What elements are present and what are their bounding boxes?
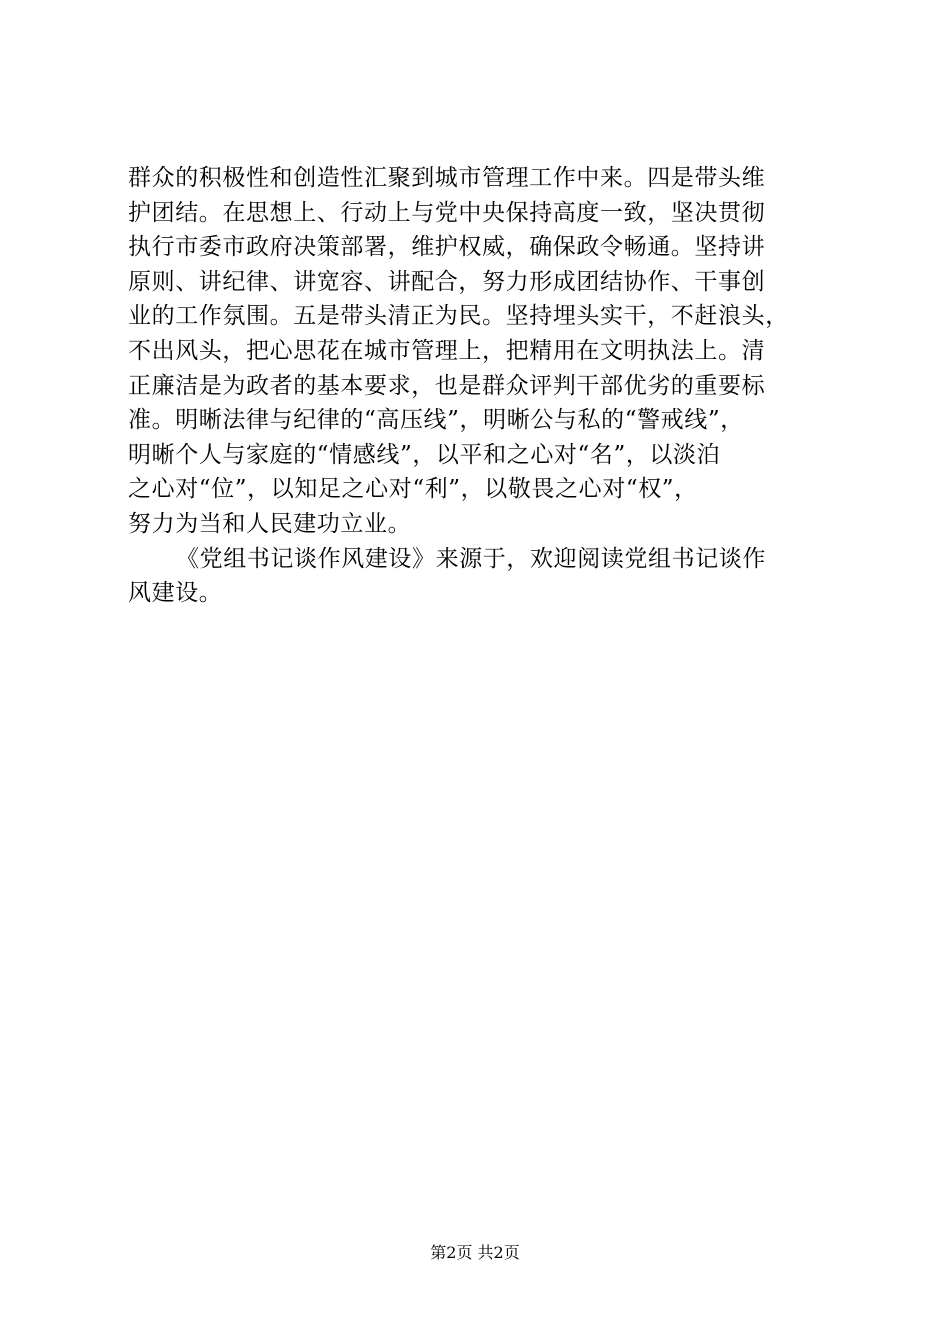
text-line: 执行市委市政府决策部署，维护权威，确保政令畅通。坚持讲 — [128, 234, 766, 261]
text-line: 明晰个人与家庭的“情感线”，以平和之心对“名”，以淡泊 — [128, 441, 721, 468]
text-line: 之心对“位”，以知足之心对“利”，以敬畏之心对“权”， — [128, 476, 698, 503]
text-line: 准。明晰法律与纪律的“高压线”，明晰公与私的“警戒线”， — [128, 407, 744, 434]
text-line: 《党组书记谈作风建设》来源于，欢迎阅读党组书记谈作 — [176, 545, 766, 572]
text-line: 努力为当和人民建功立业。 — [128, 510, 412, 537]
text-line: 群众的积极性和创造性汇聚到城市管理工作中来。四是带头维 — [128, 165, 766, 191]
text-line: 业的工作氛围。五是带头清正为民。坚持埋头实干，不赶浪头， — [128, 303, 789, 330]
text-line: 风建设。 — [128, 580, 223, 607]
text-line: 原则、讲纪律、讲宽容、讲配合，努力形成团结协作、干事创 — [128, 268, 766, 295]
text-line: 不出风头，把心思花在城市管理上，把精用在文明执法上。清 — [128, 337, 766, 364]
text-line: 护团结。在思想上、行动上与党中央保持高度一致，坚决贯彻 — [128, 199, 766, 226]
body-text — [128, 161, 840, 611]
page-number-footer: 第2页 共2页 — [430, 1243, 520, 1262]
text-line: 正廉洁是为政者的基本要求，也是群众评判干部优劣的重要标 — [128, 372, 766, 399]
